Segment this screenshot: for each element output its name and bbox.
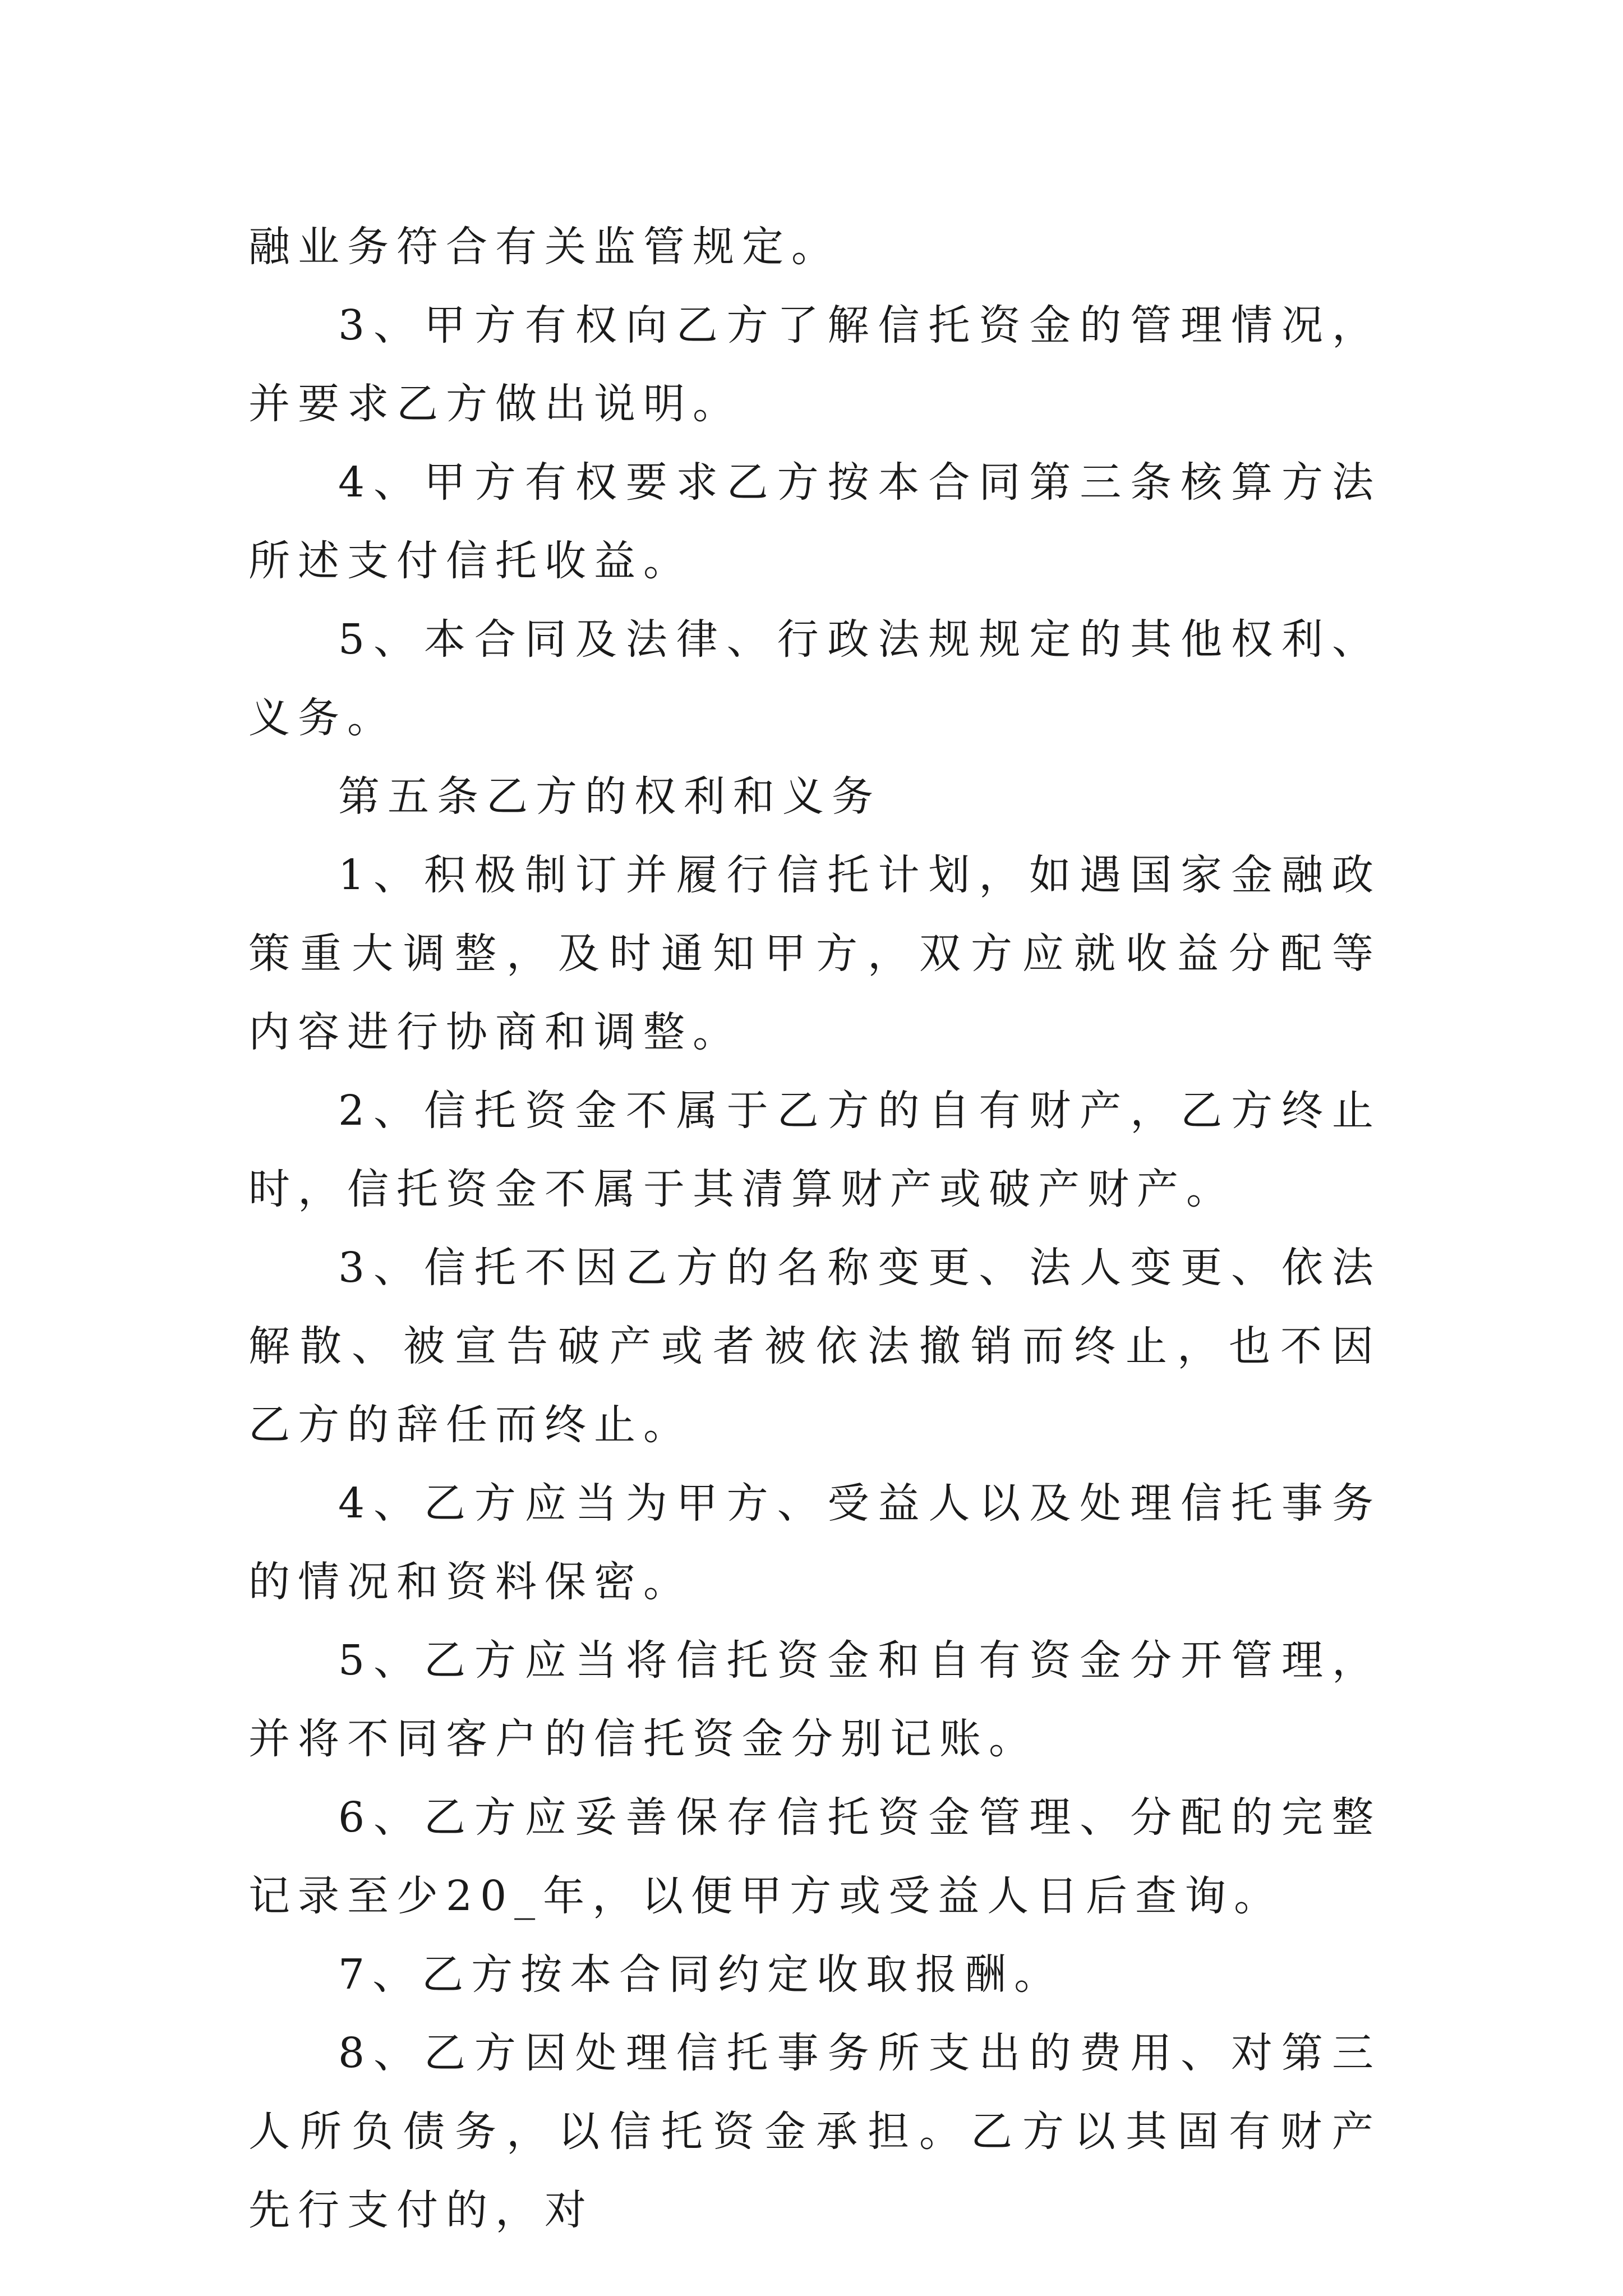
paragraph-clause-4-3: 3、甲方有权向乙方了解信托资金的管理情况，并要求乙方做出说明。 (248, 301, 1381, 428)
paragraph-clause-4-5: 5、本合同及法律、行政法规规定的其他权利、义务。 (248, 615, 1381, 742)
paragraph-clause-5-6: 6、乙方应妥善保存信托资金管理、分配的完整记录至少20_年，以便甲方或受益人日后查询。 (248, 1793, 1381, 1920)
paragraph-clause-5-2: 2、信托资金不属于乙方的自有财产，乙方终止时，信托资金不属于其清算财产或破产财产。 (248, 1087, 1381, 1213)
paragraph-clause-5-3: 3、信托不因乙方的名称变更、法人变更、依法解散、被宣告破产或者被依法撤销而终止，也不因乙方的辞任而终止。 (248, 1244, 1381, 1449)
paragraph-clause-5-4: 4、乙方应当为甲方、受益人以及处理信托事务的情况和资料保密。 (248, 1479, 1381, 1606)
paragraph-clause-5-8: 8、乙方因处理信托事务所支出的费用、对第三人所负债务，以信托资金承担。乙方以其固有财产先行支付的，对 (248, 2029, 1381, 2234)
paragraph-clause-5-5: 5、乙方应当将信托资金和自有资金分开管理，并将不同客户的信托资金分别记账。 (248, 1636, 1381, 1763)
paragraph-clause-5-7: 7、乙方按本合同约定收取报酬。 (338, 1950, 1064, 1999)
section-heading-article-5: 第五条乙方的权利和义务 (338, 772, 881, 821)
document-body (248, 208, 1381, 2249)
paragraph-clause-4-4: 4、甲方有权要求乙方按本合同第三条核算方法所述支付信托收益。 (248, 458, 1381, 585)
paragraph-continuation: 融业务符合有关监管规定。 (248, 223, 841, 271)
paragraph-clause-5-1: 1、积极制订并履行信托计划，如遇国家金融政策重大调整，及时通知甲方，双方应就收益分配等内容进行协商和调整。 (248, 851, 1381, 1056)
